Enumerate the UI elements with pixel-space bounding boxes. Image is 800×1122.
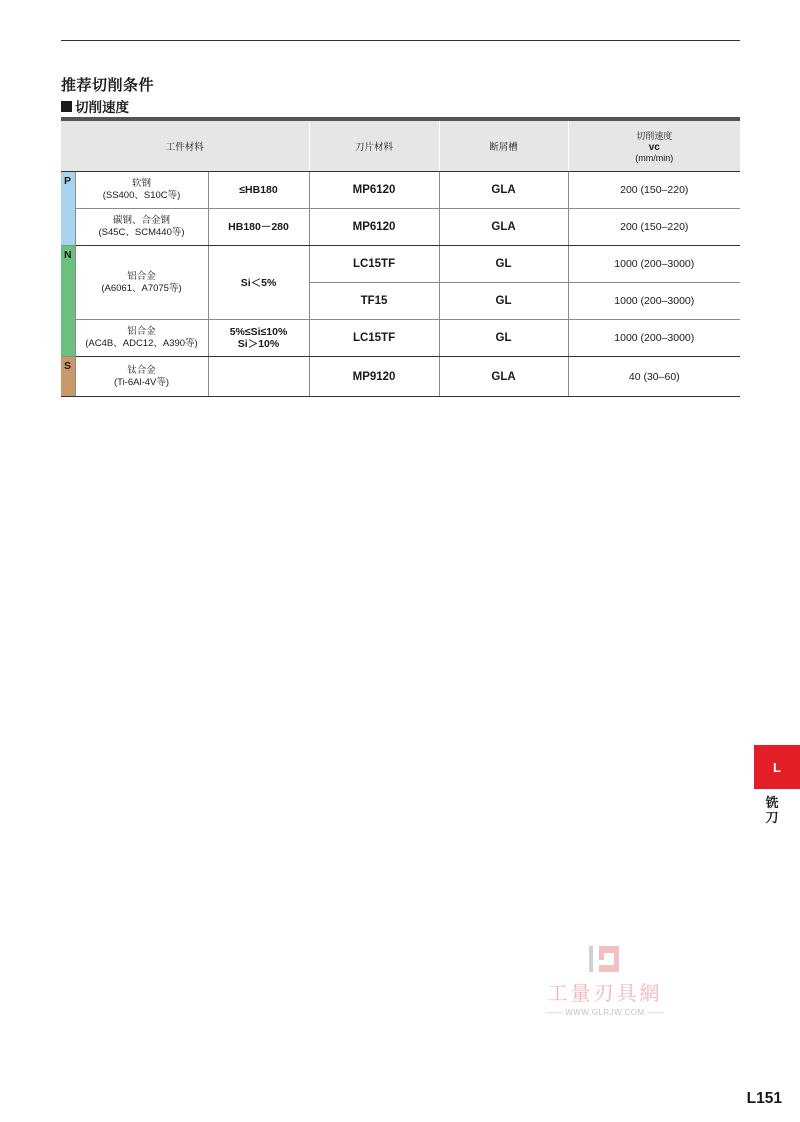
header-speed-symbol: vc bbox=[648, 142, 660, 153]
page-number: L151 bbox=[746, 1090, 782, 1107]
header-insert: 刀片材料 bbox=[309, 121, 439, 172]
sub-title bbox=[61, 96, 129, 116]
header-workpiece: 工件材料 bbox=[61, 121, 309, 172]
breaker-cell: GLA bbox=[439, 209, 568, 246]
breaker-cell: GL bbox=[439, 246, 568, 283]
chapter-label-char-2: 刀 bbox=[765, 810, 779, 825]
table-row bbox=[61, 172, 740, 209]
breaker-cell: GL bbox=[439, 320, 568, 357]
chapter-label-char-1: 铣 bbox=[765, 795, 779, 810]
speed-cell: 1000 (200–3000) bbox=[568, 246, 740, 283]
header-speed-title: 切削速度 bbox=[636, 131, 673, 141]
speed-cell: 1000 (200–3000) bbox=[568, 320, 740, 357]
speed-cell: 1000 (200–3000) bbox=[568, 283, 740, 320]
cutting-speed-table bbox=[61, 121, 740, 397]
header-speed-unit: (mm/min) bbox=[635, 153, 674, 163]
condition-cell bbox=[208, 320, 309, 357]
table-row bbox=[61, 246, 740, 283]
watermark-logo bbox=[535, 943, 675, 1017]
condition-cell: HB180－280 bbox=[208, 209, 309, 246]
material-cell bbox=[75, 320, 208, 357]
material-name: 钛合金 bbox=[127, 364, 156, 376]
square-bullet-icon bbox=[61, 101, 72, 112]
grade-cell: MP6120 bbox=[309, 172, 439, 209]
header-breaker: 断屑槽 bbox=[439, 121, 568, 172]
breaker-cell: GL bbox=[439, 283, 568, 320]
group-marker-p: P bbox=[61, 172, 75, 246]
condition-line-1: 5%≤Si≤10% bbox=[229, 326, 288, 338]
table-row bbox=[61, 357, 740, 397]
material-note: (S45C、SCM440等) bbox=[98, 227, 185, 238]
condition-cell: Si＜5% bbox=[208, 246, 309, 320]
grade-cell: MP9120 bbox=[309, 357, 439, 397]
chapter-tab: L bbox=[754, 745, 800, 789]
material-cell bbox=[75, 209, 208, 246]
sub-title-text: 切削速度 bbox=[75, 100, 129, 115]
speed-cell: 200 (150–220) bbox=[568, 172, 740, 209]
condition-cell: ≤HB180 bbox=[208, 172, 309, 209]
material-note: (SS400、S10C等) bbox=[102, 190, 181, 201]
breaker-cell: GLA bbox=[439, 172, 568, 209]
material-name: 碳钢、合金钢 bbox=[112, 215, 170, 226]
material-cell bbox=[75, 357, 208, 397]
table-row bbox=[61, 209, 740, 246]
group-marker-s: S bbox=[61, 357, 75, 397]
material-note: (A6061、A7075等) bbox=[101, 282, 182, 294]
grade-cell: LC15TF bbox=[309, 246, 439, 283]
condition-cell bbox=[208, 357, 309, 397]
material-name: 铝合金 bbox=[127, 326, 156, 337]
top-rule bbox=[61, 40, 740, 41]
material-note: (Ti-6Al-4V等) bbox=[113, 376, 170, 388]
watermark-name: 工量刃具網 bbox=[547, 981, 663, 1005]
grade-cell: MP6120 bbox=[309, 209, 439, 246]
material-cell bbox=[75, 172, 208, 209]
material-name: 软钢 bbox=[131, 178, 151, 189]
speed-cell: 200 (150–220) bbox=[568, 209, 740, 246]
watermark-emblem-icon bbox=[585, 943, 625, 975]
chapter-label bbox=[764, 795, 780, 825]
material-cell bbox=[75, 246, 208, 320]
header-speed bbox=[568, 121, 740, 172]
material-note: (AC4B、ADC12、A390等) bbox=[85, 338, 198, 349]
grade-cell: LC15TF bbox=[309, 320, 439, 357]
grade-cell: TF15 bbox=[309, 283, 439, 320]
watermark-url: —— WWW.GLRJW.COM —— bbox=[545, 1008, 665, 1017]
table-header-row bbox=[61, 121, 740, 172]
section-title: 推荐切削条件 bbox=[61, 77, 155, 94]
group-marker-n: N bbox=[61, 246, 75, 357]
material-name: 铝合金 bbox=[127, 270, 156, 282]
condition-line-2: Si＞10% bbox=[237, 338, 280, 350]
breaker-cell: GLA bbox=[439, 357, 568, 397]
speed-cell: 40 (30–60) bbox=[568, 357, 740, 397]
table-row bbox=[61, 320, 740, 357]
